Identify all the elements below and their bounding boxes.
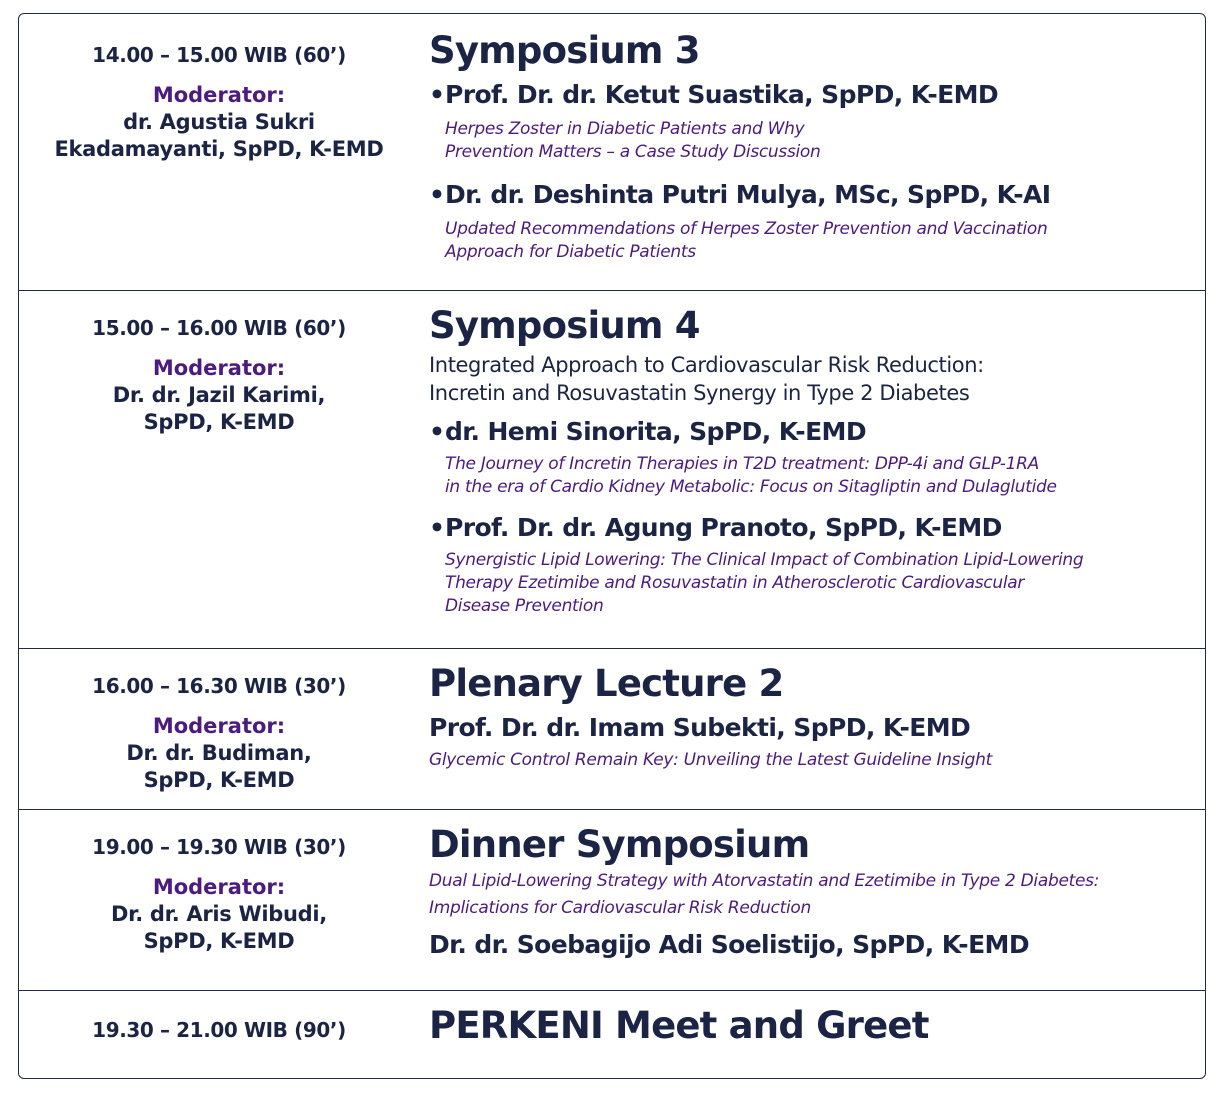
talk-title (429, 118, 1185, 164)
talk-title-line: Prevention Matters – a Case Study Discussion (445, 142, 821, 162)
talk-title-line: Dual Lipid-Lowering Strategy with Atorvastatin and Ezetimibe in Type 2 Diabetes: (429, 871, 1100, 891)
moderator-name: Dr. dr. Aris Wibudi, (111, 902, 327, 926)
talk-title-line: Approach for Diabetic Patients (445, 242, 696, 262)
session-row-meet-and-greet (19, 990, 1205, 1079)
talk-title-line: Synergistic Lipid Lowering: The Clinical Impact of Combination Lipid-Lowering (445, 550, 1084, 570)
session-title: Plenary Lecture 2 (429, 662, 784, 705)
talk-title-line: Updated Recommendations of Herpes Zoster Prevention and Vaccination (445, 219, 1048, 239)
talk-title-line: in the era of Cardio Kidney Metabolic: Focus on Sitagliptin and Dulaglutide (445, 477, 1057, 497)
session-time: 14.00 – 15.00 WIB (60’) (92, 43, 346, 67)
session-content (429, 1003, 1185, 1049)
speaker-name-text: Prof. Dr. dr. Agung Pranoto, SpPD, K-EMD (445, 513, 1002, 542)
session-title: Symposium 3 (429, 29, 700, 72)
talk-title-line: Herpes Zoster in Diabetic Patients and Why (445, 119, 805, 139)
talk-title (429, 549, 1185, 618)
talk-title (429, 868, 1185, 922)
session-row-symposium-3 (19, 14, 1205, 290)
moderator-label: Moderator: (152, 83, 286, 107)
talk-title-line: The Journey of Incretin Therapies in T2D treatment: DPP-4i and GLP-1RA (445, 454, 1039, 474)
moderator-label: Moderator: (152, 714, 286, 738)
session-row-plenary-lecture-2 (19, 648, 1205, 809)
speaker-name (429, 511, 1185, 545)
session-subtitle-line: Integrated Approach to Cardiovascular Risk Reduction: (429, 353, 984, 377)
moderator-name: SpPD, K-EMD (143, 929, 295, 953)
session-time: 19.30 – 21.00 WIB (90’) (92, 1018, 346, 1042)
agenda-table (18, 13, 1206, 1079)
moderator-name: Dr. dr. Jazil Karimi, (112, 383, 326, 407)
bullet-icon: • (429, 513, 445, 542)
moderator-name: dr. Agustia Sukri (123, 110, 315, 134)
speaker-name: Prof. Dr. dr. Imam Subekti, SpPD, K-EMD (429, 713, 971, 742)
speaker-name (429, 78, 1185, 112)
speaker-name: Dr. dr. Soebagijo Adi Soelistijo, SpPD, K-EMD (429, 930, 1029, 959)
talk-title-line: Disease Prevention (445, 596, 604, 616)
speaker-name (429, 178, 1185, 212)
speaker-name (429, 415, 1185, 449)
bullet-icon: • (429, 180, 445, 209)
moderator-name: Ekadamayanti, SpPD, K-EMD (54, 137, 384, 161)
speaker-name-text: Prof. Dr. dr. Ketut Suastika, SpPD, K-EMD (445, 80, 999, 109)
bullet-icon: • (429, 80, 445, 109)
session-row-dinner-symposium (19, 809, 1205, 990)
session-time: 19.00 – 19.30 WIB (30’) (92, 835, 346, 859)
talk-title: Glycemic Control Remain Key: Unveiling the Latest Guideline Insight (429, 750, 992, 770)
session-title: PERKENI Meet and Greet (429, 1004, 929, 1047)
talk-title (429, 453, 1185, 499)
session-content (429, 28, 1185, 264)
talk-title-line: Therapy Ezetimibe and Rosuvastatin in Atherosclerotic Cardiovascular (445, 573, 1025, 593)
session-info (19, 1017, 419, 1043)
session-info (19, 673, 419, 794)
moderator-label: Moderator: (152, 875, 286, 899)
talk-title-line: Implications for Cardiovascular Risk Reduction (429, 898, 811, 918)
bullet-icon: • (429, 417, 445, 446)
moderator-label: Moderator: (152, 356, 286, 380)
talk-title (429, 218, 1185, 264)
session-info (19, 42, 419, 163)
session-info (19, 315, 419, 436)
session-row-symposium-4 (19, 290, 1205, 648)
moderator-name: Dr. dr. Budiman, (126, 741, 312, 765)
session-content (429, 822, 1185, 962)
session-content (429, 303, 1185, 618)
session-content (429, 661, 1185, 772)
session-title: Dinner Symposium (429, 823, 810, 866)
speaker-name-text: Dr. dr. Deshinta Putri Mulya, MSc, SpPD, K-AI (445, 180, 1051, 209)
moderator-name: SpPD, K-EMD (143, 768, 295, 792)
moderator-name: SpPD, K-EMD (143, 410, 295, 434)
session-info (19, 834, 419, 955)
session-subtitle (429, 351, 1185, 407)
session-time: 16.00 – 16.30 WIB (30’) (92, 674, 346, 698)
session-time: 15.00 – 16.00 WIB (60’) (92, 316, 346, 340)
speaker-name-text: dr. Hemi Sinorita, SpPD, K-EMD (445, 417, 866, 446)
session-title: Symposium 4 (429, 304, 700, 347)
session-subtitle-line: Incretin and Rosuvastatin Synergy in Type 2 Diabetes (429, 381, 970, 405)
